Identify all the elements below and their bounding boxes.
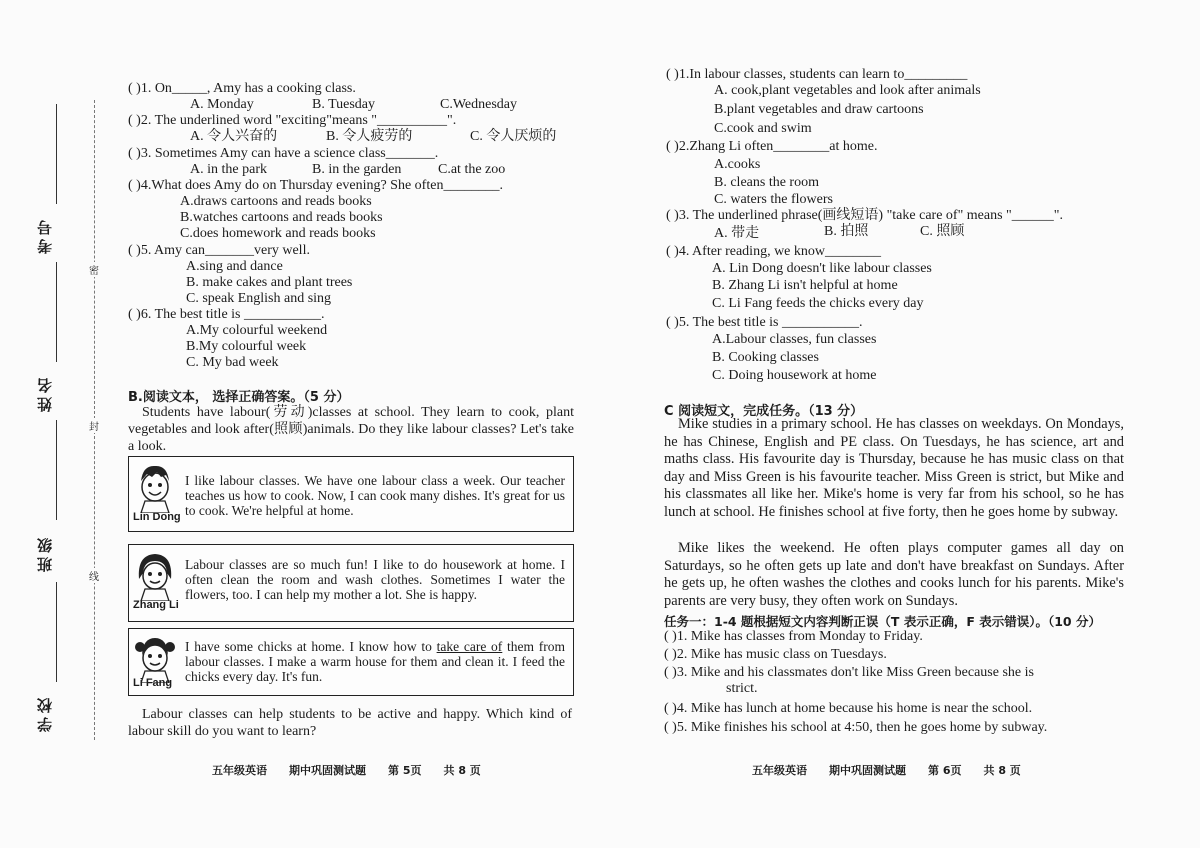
option: B. cleans the room <box>714 175 819 190</box>
text-part: I have some chicks at home. I know how to <box>185 639 437 654</box>
option: A. cook,plant vegetables and look after animals <box>714 83 981 98</box>
footer-exam: 期中巩固测试题 <box>829 764 906 777</box>
option: C. Doing housework at home <box>712 368 877 383</box>
seal-xian: 线 <box>88 568 100 583</box>
xingming-label: 姓名 <box>36 374 54 412</box>
question-a4: ( )4.What does Amy do on Thursday evening? She often________. <box>128 178 503 193</box>
footer-page: 第 5页 <box>388 764 422 777</box>
option: B. in the garden <box>312 162 402 177</box>
option: C. 令人厌烦的 <box>470 129 557 144</box>
option: A. 令人兴奋的 <box>190 129 278 144</box>
speaker-name: Zhang Li <box>133 599 179 611</box>
question-b2: ( )2.Zhang Li often________at home. <box>666 139 878 154</box>
banji-label: 班级 <box>36 534 54 572</box>
option: C.cook and swim <box>714 121 812 136</box>
text-part: them from labour classes. I make a warm house for them and clean it. I feed the chicks every day. It's fun. <box>185 639 565 684</box>
speaker-text <box>185 639 565 684</box>
option: B. 拍照 <box>824 224 869 239</box>
speaker-card-lin-dong <box>128 456 574 532</box>
question-b5: ( )5. The best title is ___________. <box>666 315 863 330</box>
option: A.cooks <box>714 157 761 172</box>
question-a6: ( )6. The best title is ___________. <box>128 307 325 322</box>
option: C. My bad week <box>186 355 279 370</box>
option: A.Labour classes, fun classes <box>712 332 877 347</box>
question-a1: ( )1. On_____, Amy has a cooking class. <box>128 81 356 96</box>
question-a5: ( )5. Amy can_______very well. <box>128 243 310 258</box>
option: B. Tuesday <box>312 97 376 112</box>
option: B.plant vegetables and draw cartoons <box>714 102 924 117</box>
speaker-text: I like labour classes. We have one labour class a week. Our teacher teaches us how to cook. Now, I can cook many dishes. It's great for us to cook. We're helpful at home. <box>185 473 565 518</box>
option: A. Monday <box>190 97 254 112</box>
boy-portrait-icon <box>133 461 177 513</box>
option: C. waters the flowers <box>714 192 833 207</box>
option: C.at the zoo <box>438 162 506 177</box>
tf-question-5: ( )5. Mike finishes his school at 4:50, then he goes home by subway. <box>664 720 1048 735</box>
tf-question-1: ( )1. Mike has classes from Monday to Friday. <box>664 629 923 644</box>
passage-paragraph-1: Mike studies in a primary school. He has classes on weekdays. On Mondays, he has Chinese, English and PE class. On Tuesdays, he has science, art and maths class. His favourite day is Thursday, because he has music class on that day and Miss Green is his favourite teacher. Miss Green is strict, but Mike and his classmates all like her. Mike's home is very far from his school, so he has lunch at school. He finishes school at five forty, then he goes home by subway. <box>664 416 1124 520</box>
option: B. Zhang Li isn't helpful at home <box>712 278 898 293</box>
kaohao-label: 考号 <box>36 216 54 254</box>
question-b4: ( )4. After reading, we know________ <box>666 244 882 259</box>
option: C.does homework and reads books <box>180 226 376 241</box>
option: A.My colourful weekend <box>186 323 328 338</box>
tf-question-2: ( )2. Mike has music class on Tuesdays. <box>664 647 887 662</box>
section-c-title: C 阅读短文，完成任务。（13 分） <box>664 404 864 419</box>
option: B. 令人疲劳的 <box>326 129 413 144</box>
intro-paragraph: Students have labour(劳动)classes at school. They learn to cook, plant vegetables and look after(照顾)animals. Do they like labour classes? Let's take a look. <box>128 405 574 454</box>
tf-question-4: ( )4. Mike has lunch at home because his home is near the school. <box>664 701 1033 716</box>
question-a2: ( )2. The underlined word "exciting"means "__________". <box>128 113 457 128</box>
question-a3: ( )3. Sometimes Amy can have a science class_______. <box>128 146 439 161</box>
option: C. 照顾 <box>920 224 965 239</box>
kaohao-line <box>56 104 57 204</box>
kaohao-line-2 <box>56 262 57 362</box>
option: A. Lin Dong doesn't like labour classes <box>712 261 932 276</box>
footer-page: 第 6页 <box>928 764 962 777</box>
option: B. Cooking classes <box>712 350 819 365</box>
question-b3: ( )3. The underlined phrase(画线短语) "take care of" means "______". <box>666 208 1063 223</box>
seal-feng: 封 <box>88 418 100 433</box>
passage-paragraph-2: Mike likes the weekend. He often plays computer games all day on Saturdays, so he often gets up late and don't have breakfast on Sundays. After he gets up, he often washes the clothes and cooks lunch for his parents. Mike's parents are very busy, they often work on Sundays. <box>664 540 1124 609</box>
girl-portrait-icon <box>133 549 177 601</box>
footer-total: 共 8 页 <box>983 764 1021 777</box>
question-b1: ( )1.In labour classes, students can learn to_________ <box>666 67 968 82</box>
task-1-instruction: 任务一：1-4 题根据短文内容判断正误（T 表示正确，F 表示错误）。（10 分） <box>664 614 1101 629</box>
seal-mi: 密 <box>88 262 100 277</box>
footer-total: 共 8 页 <box>443 764 481 777</box>
option: C. speak English and sing <box>186 291 332 306</box>
right-footer <box>752 762 1043 778</box>
banji-line <box>56 582 57 682</box>
left-footer <box>212 762 503 778</box>
option: C.Wednesday <box>440 97 518 112</box>
speaker-card-zhang-li <box>128 544 574 622</box>
option: B.My colourful week <box>186 339 307 354</box>
footer-grade: 五年级英语 <box>752 764 807 777</box>
outro-paragraph: Labour classes can help students to be active and happy. Which kind of labour skill do you want to learn? <box>128 707 572 739</box>
xuexiao-label: 学校 <box>36 694 54 732</box>
option: A. 带走 <box>714 226 760 241</box>
option: A. in the park <box>190 162 267 177</box>
underlined-phrase: take care of <box>436 639 503 654</box>
girl-pigtails-portrait-icon <box>133 633 177 683</box>
speaker-card-li-fang <box>128 628 574 696</box>
tf-question-3: ( )3. Mike and his classmates don't like Miss Green because she is <box>664 665 1034 680</box>
option: A.sing and dance <box>186 259 283 274</box>
tf-question-3-continuation: strict. <box>726 681 758 696</box>
footer-grade: 五年级英语 <box>212 764 267 777</box>
option: B. make cakes and plant trees <box>186 275 353 290</box>
speaker-name: Li Fang <box>133 677 173 689</box>
speaker-text: Labour classes are so much fun! I like to do housework at home. I often clean the room and wash clothes. Sometimes I water the flowers, too. I can help my mother a lot. She is happy. <box>185 557 565 602</box>
option: A.draws cartoons and reads books <box>180 194 372 209</box>
option: C. Li Fang feeds the chicks every day <box>712 296 924 311</box>
footer-exam: 期中巩固测试题 <box>289 764 366 777</box>
option: B.watches cartoons and reads books <box>180 210 383 225</box>
xingming-line <box>56 420 57 520</box>
speaker-name: Lin Dong <box>133 511 181 523</box>
section-b-title: B.阅读文本， 选择正确答案。（5 分） <box>128 390 350 405</box>
